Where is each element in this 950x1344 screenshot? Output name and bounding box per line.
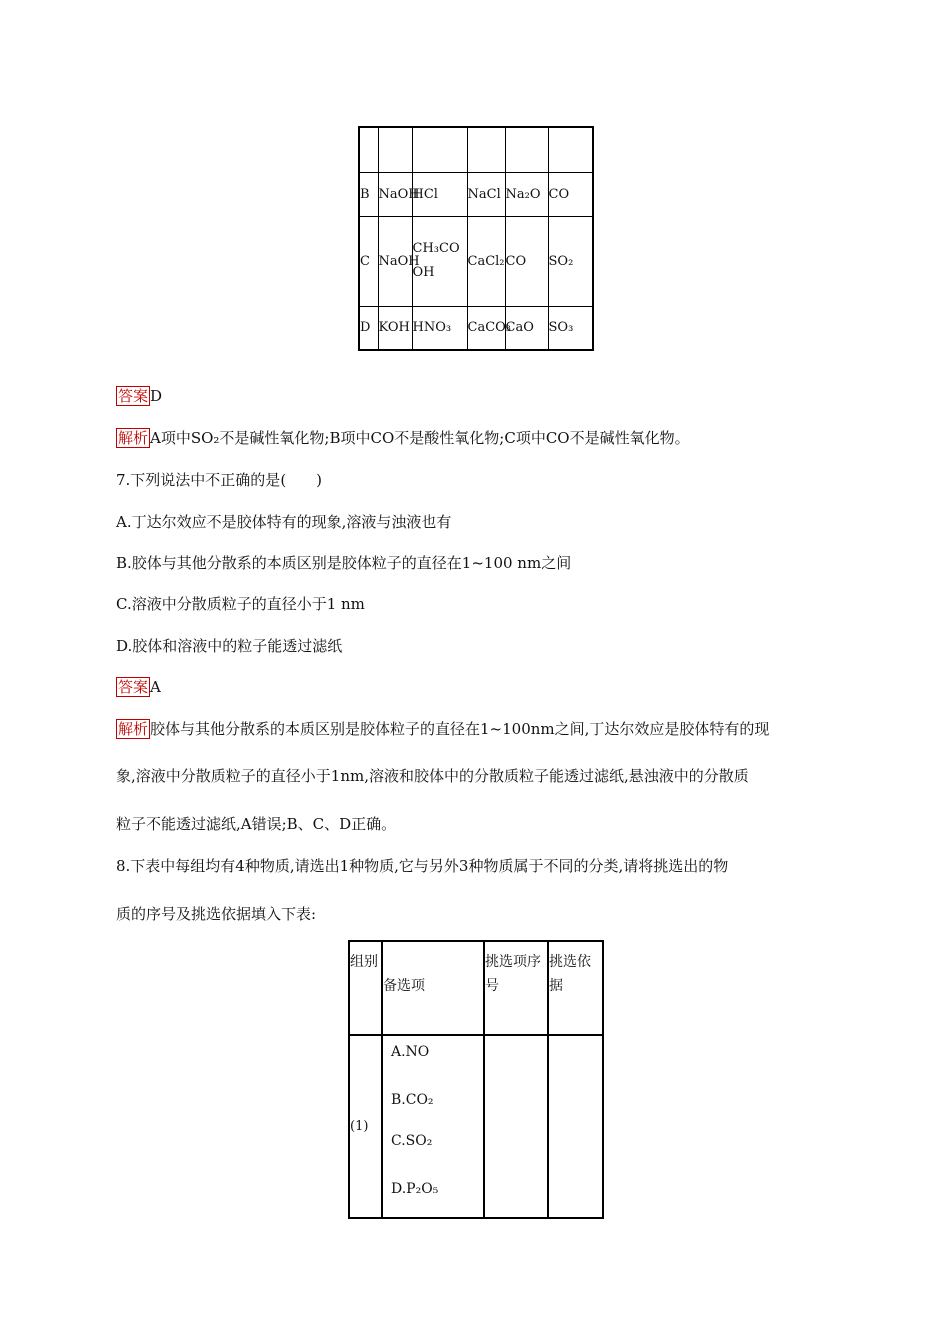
analysis-tag: 解析 xyxy=(118,720,149,738)
table-cell: CaCO₃ xyxy=(467,306,505,350)
header-group: 组别 xyxy=(349,941,382,1035)
q8-stem-line-2: 质的序号及挑选依据填入下表: xyxy=(116,905,317,923)
q7-option-c: C.溶液中分散质粒子的直径小于1 nm xyxy=(116,595,365,613)
table-cell: CH₃COOH xyxy=(412,216,467,306)
table-cell: D xyxy=(359,306,378,350)
table-cell xyxy=(378,127,412,172)
answer-tag: 答案 xyxy=(118,387,149,405)
table-row xyxy=(359,216,593,306)
table-cell: CO xyxy=(548,172,593,216)
q7-option-a: A.丁达尔效应不是胶体特有的现象,溶液与浊液也有 xyxy=(116,513,452,531)
table-header-row xyxy=(349,941,603,1035)
table-cell xyxy=(548,127,593,172)
q6-answer: D xyxy=(150,387,163,405)
classification-table xyxy=(358,126,594,351)
q7-answer: A xyxy=(150,678,161,696)
table-cell: SO₂ xyxy=(548,216,593,306)
q7-analysis-line-1 xyxy=(116,719,769,739)
q6-analysis: A项中SO₂不是碱性氧化物;B项中CO不是酸性氧化物;C项中CO不是碱性氧化物。 xyxy=(150,429,690,447)
option-a: A.NO xyxy=(391,1044,430,1060)
q7-analysis-text-1: 胶体与其他分散系的本质区别是胶体粒子的直径在1~100nm之间,丁达尔效应是胶体特有的现 xyxy=(150,720,770,738)
selection-basis-cell[interactable] xyxy=(548,1035,603,1218)
table-cell xyxy=(359,127,378,172)
answer-tag: 答案 xyxy=(118,678,149,696)
table-cell: NaOH xyxy=(378,172,412,216)
q7-answer-line xyxy=(116,677,161,697)
table-cell: SO₃ xyxy=(548,306,593,350)
table-cell xyxy=(467,127,505,172)
group-label: (1) xyxy=(349,1035,382,1218)
table-cell xyxy=(412,127,467,172)
selection-table xyxy=(348,940,604,1219)
option-b: B.CO₂ xyxy=(391,1092,434,1108)
q6-analysis-line xyxy=(116,428,690,448)
table-cell: B xyxy=(359,172,378,216)
q7-option-d: D.胶体和溶液中的粒子能透过滤纸 xyxy=(116,637,343,655)
table-cell: C xyxy=(359,216,378,306)
option-c: C.SO₂ xyxy=(391,1133,433,1149)
selected-number-cell[interactable] xyxy=(484,1035,548,1218)
table-cell: CO xyxy=(505,216,548,306)
q8-stem-line-1: 8.下表中每组均有4种物质,请选出1种物质,它与另外3种物质属于不同的分类,请将挑选出的物 xyxy=(116,857,729,875)
table-row xyxy=(349,1035,603,1218)
table-cell: KOH xyxy=(378,306,412,350)
table-cell xyxy=(505,127,548,172)
q7-option-b: B.胶体与其他分散系的本质区别是胶体粒子的直径在1~100 nm之间 xyxy=(116,554,572,572)
table-row xyxy=(359,172,593,216)
header-options: 备选项 xyxy=(382,941,484,1035)
table-cell: NaOH xyxy=(378,216,412,306)
q7-analysis-line-3: 粒子不能透过滤纸,A错误;B、C、D正确。 xyxy=(116,815,397,833)
table-cell: Na₂O xyxy=(505,172,548,216)
q7-analysis-line-2: 象,溶液中分散质粒子的直径小于1nm,溶液和胶体中的分散质粒子能透过滤纸,悬浊液中的分散质 xyxy=(116,767,749,785)
options-cell xyxy=(382,1035,484,1218)
table-cell: HCl xyxy=(412,172,467,216)
header-selected-number: 挑选项序号 xyxy=(484,941,548,1035)
table-cell: HNO₃ xyxy=(412,306,467,350)
option-d: D.P₂O₅ xyxy=(391,1181,439,1197)
header-selection-basis: 挑选依据 xyxy=(548,941,603,1035)
analysis-tag: 解析 xyxy=(118,429,149,447)
table-cell: CaO xyxy=(505,306,548,350)
table-row xyxy=(359,306,593,350)
q6-answer-line xyxy=(116,386,162,406)
table-cell: CaCl₂ xyxy=(467,216,505,306)
table-cell: NaCl xyxy=(467,172,505,216)
q7-stem: 7.下列说法中不正确的是( ) xyxy=(116,471,323,489)
table-row xyxy=(359,127,593,172)
